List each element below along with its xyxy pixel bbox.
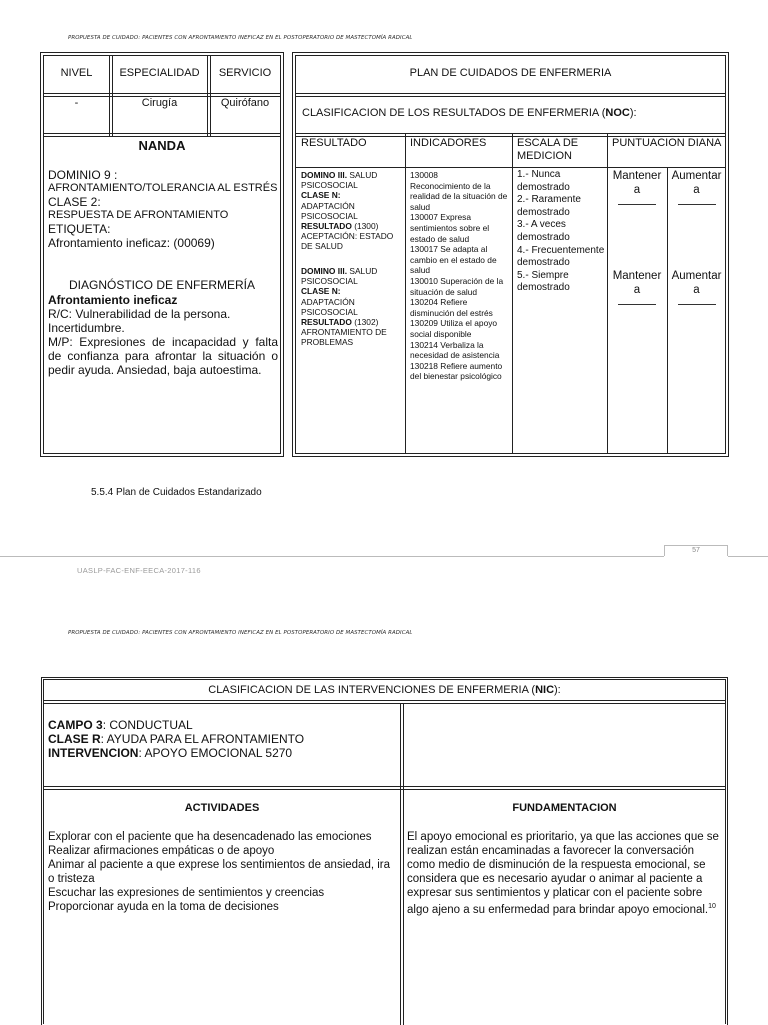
nanda-line: ETIQUETA:: [48, 222, 111, 236]
nanda-classification: [48, 168, 278, 250]
actividad-item: Explorar con el paciente que ha desencadenado las emociones: [48, 831, 372, 843]
diana-aumentar-1: Aumentar a: [668, 169, 725, 211]
col-puntuacion: PUNTUACION DIANA: [612, 137, 722, 149]
fundamentacion-text: El apoyo emocional es prioritario, ya que las acciones que se realizan están encaminadas a favorecer la conversación como medio de disminución de la respuesta emocional, se considera que es necesario ayudar o animar al paciente a expresar sus sentimientos y platicar con el paciente sobre algo ajeno a su enfermedad para brindar apoyo emocional.$^{10}$: [407, 831, 719, 916]
actividad-item: Escuchar las expresiones de sentimientos y creencias: [48, 887, 325, 899]
escala-item: 5.- Siempre demostrado: [517, 269, 570, 294]
diagnosis-title: DIAGNÓSTICO DE ENFERMERÍA: [68, 278, 256, 292]
nanda-box: [43, 55, 281, 454]
resultado-block: DOMINO III. SALUD PSICOSOCIAL CLASE N: ADAPTACIÓN PSICOSOCIAL RESULTADO (1300) ACEPTACIÓN: ESTADO DE SALUD: [301, 170, 394, 252]
running-header: PROPUESTA DE CUIDADO: PACIENTES CON AFRONTAMIENTO INEFICAZ EN EL POSTOPERATORIO DE MASTECTOMÍA RADICAL: [68, 35, 413, 41]
escala-item: 1.- Nunca demostrado: [517, 169, 570, 193]
actividad-item: Animar al paciente a que exprese los sentimientos de ansiedad, ira o tristeza: [48, 859, 391, 885]
col-resultado: RESULTADO: [301, 137, 367, 149]
indicador: 130010 Superación de la situación de salud: [410, 275, 504, 297]
indicador: 130214 Verbaliza la necesidad de asistencia: [410, 339, 500, 361]
actividades-title: ACTIVIDADES: [184, 802, 260, 814]
indicador: 130209 Utiliza el apoyo social disponible: [410, 318, 498, 339]
value-nivel: -: [74, 97, 79, 109]
value-servicio: Quirófano: [220, 97, 270, 109]
noc-title: CLASIFICACION DE LOS RESULTADOS DE ENFERMERIA (NOC):: [302, 107, 637, 119]
escala-list: [517, 169, 605, 295]
indicador: 130204 Refiere disminución del estrés: [410, 297, 493, 318]
fundamentacion-title: FUNDAMENTACION: [512, 802, 617, 814]
diagnosis-name: Afrontamiento ineficaz: [48, 293, 178, 307]
diagnosis-manifested-by: M/P: Expresiones de incapacidad y falta de confianza para afrontar la situación o pedir ayuda. Ansiedad, baja autoestima.: [48, 335, 278, 377]
col-escala: ESCALA DE MEDICION: [517, 137, 579, 162]
indicador: 130008: [410, 170, 438, 180]
page-number-tab: [664, 545, 728, 556]
escala-item: 3.- A veces demostrado: [517, 219, 570, 243]
escala-item: 2.- Raramente demostrado: [517, 194, 581, 218]
actividades-list: [48, 830, 396, 914]
indicadores-list: [410, 170, 510, 382]
indicador: 130218 Refiere aumento del bienestar psicológico: [410, 360, 503, 382]
page-number: 57: [692, 547, 700, 554]
noc-box: [295, 55, 726, 454]
diana-mantener-2: Mantener a: [608, 269, 666, 311]
value-especialidad: Cirugía: [141, 97, 178, 109]
nic-box: [43, 679, 726, 1024]
header-servicio: SERVICIO: [218, 67, 272, 79]
actividad-item: Proporcionar ayuda en la toma de decisiones: [48, 901, 279, 913]
running-header: PROPUESTA DE CUIDADO: PACIENTES CON AFRONTAMIENTO INEFICAZ EN EL POSTOPERATORIO DE MASTECTOMÍA RADICAL: [68, 630, 413, 636]
plan-title: PLAN DE CUIDADOS DE ENFERMERIA: [409, 67, 612, 79]
nanda-line: CLASE 2:: [48, 195, 101, 209]
nanda-title: NANDA: [138, 138, 186, 153]
nanda-line: AFRONTAMIENTO/TOLERANCIA AL ESTRÉS: [48, 182, 278, 194]
indicador: 130007 Expresa sentimientos sobre el estado de salud: [410, 212, 490, 244]
resultado-block: DOMINO III. SALUD PSICOSOCIAL CLASE N: ADAPTACIÓN PSICOSOCIAL RESULTADO (1302) AFRONTAMIENTO DE PROBLEMAS: [301, 266, 387, 348]
diana-mantener-1: Mantener a: [608, 169, 666, 211]
header-especialidad: ESPECIALIDAD: [119, 67, 200, 79]
nanda-line: Afrontamiento ineficaz: (00069): [48, 236, 215, 250]
indicador: Reconocimiento de la realidad de la situación de salud: [410, 180, 508, 212]
footer-code: UASLP-FAC-ENF-EECA-2017-116: [77, 566, 201, 575]
section-caption: 5.5.4 Plan de Cuidados Estandarizado: [91, 487, 262, 498]
nanda-line: RESPUESTA DE AFRONTAMIENTO: [48, 209, 229, 221]
diana-aumentar-2: Aumentar a: [668, 269, 725, 311]
header-nivel: NIVEL: [60, 67, 93, 79]
actividad-item: Realizar afirmaciones empáticas o de apoyo: [48, 845, 275, 857]
diagnosis-related-to: R/C: Vulnerabilidad de la persona. Incertidumbre.: [48, 307, 231, 335]
nanda-line: DOMINIO 9 :: [48, 168, 118, 182]
reference-marker: 10: [708, 903, 716, 910]
nic-classification: CAMPO 3: CONDUCTUAL CLASE R: AYUDA PARA EL AFRONTAMIENTO INTERVENCION: APOYO EMOCIONAL 5270: [48, 718, 305, 760]
nic-title: CLASIFICACION DE LAS INTERVENCIONES DE ENFERMERIA (NIC):: [208, 684, 561, 696]
col-indicadores: INDICADORES: [410, 137, 487, 149]
escala-item: 4.- Frecuentemente demostrado: [517, 244, 605, 269]
indicador: 130017 Se adapta al cambio en el estado de salud: [410, 244, 497, 276]
